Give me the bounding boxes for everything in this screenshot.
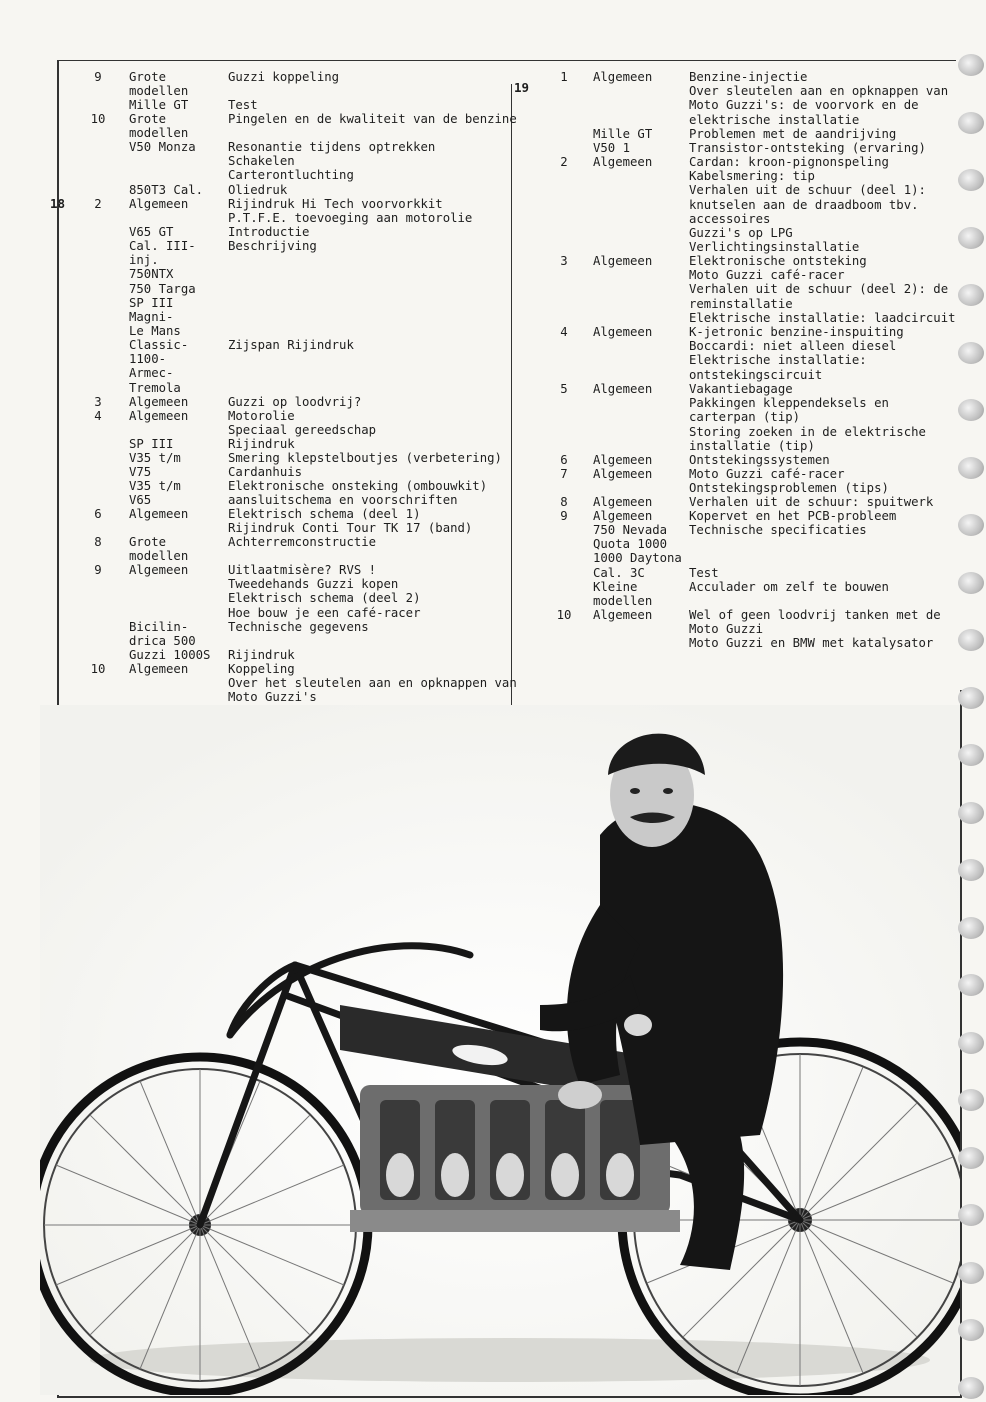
topic-list	[689, 566, 961, 580]
index-entry	[516, 155, 959, 254]
topic-title: Koppeling	[228, 662, 295, 676]
index-entry	[516, 566, 959, 580]
model-name: 750 Nevada Quota 1000 1000 Daytona	[593, 523, 682, 566]
issue-number: 3	[560, 254, 568, 268]
index-entry	[56, 451, 506, 479]
binder-ring	[958, 629, 984, 651]
binder-ring	[958, 1262, 984, 1284]
topic-title: Elektronische ontsteking	[689, 254, 867, 268]
binder-ring	[958, 859, 984, 881]
index-entry	[56, 409, 506, 437]
topic-list	[228, 563, 518, 620]
binder-ring	[958, 974, 984, 996]
issue-number: 6	[560, 453, 568, 467]
index-entry	[56, 239, 506, 338]
index-entry	[516, 453, 959, 467]
model-name: V50 1	[593, 141, 631, 155]
index-entry	[516, 509, 959, 523]
model-name: Algemeen	[129, 563, 189, 577]
topic-title: Pingelen en de kwaliteit van de benzine	[228, 112, 517, 126]
binder-ring	[958, 1032, 984, 1054]
topic-title: Zijspan Rijindruk	[228, 338, 354, 352]
issue-number: 9	[94, 563, 102, 577]
topic-title: Schakelen	[228, 154, 295, 169]
index-entry	[56, 197, 506, 225]
motorcycle-photo	[40, 705, 960, 1395]
index-entry	[516, 382, 959, 453]
topic-list	[228, 98, 518, 112]
issue-number: 4	[560, 325, 568, 339]
topic-title: Rijindruk Hi Tech voorvorkkit	[228, 197, 443, 211]
index-entry	[516, 254, 959, 325]
topic-title: Guzzi koppeling	[228, 70, 340, 84]
topic-list	[228, 535, 518, 549]
topic-list	[228, 648, 518, 662]
binder-ring	[958, 1204, 984, 1226]
index-entry	[56, 98, 506, 112]
model-name: Grote modellen	[129, 70, 189, 99]
index-entry	[516, 608, 959, 651]
binder-ring	[958, 1147, 984, 1169]
topic-list	[228, 479, 518, 493]
topic-list	[689, 70, 961, 127]
model-name: Cal. III- inj. 750NTX 750 Targa SP III Magni- Le Mans	[129, 239, 196, 339]
topic-list	[228, 183, 518, 197]
issue-number: 2	[560, 155, 568, 169]
volume-group	[516, 70, 959, 651]
topic-title: Elektrisch schema (deel 1)	[228, 507, 421, 521]
index-entry	[56, 620, 506, 648]
topic-title: Moto Guzzi café-racer	[689, 467, 845, 481]
index-entry	[56, 225, 506, 239]
frame-bottom-rule	[57, 1396, 962, 1398]
topic-title: Benzine-injectie	[689, 70, 808, 84]
binder-ring	[958, 457, 984, 479]
model-name: Algemeen	[129, 395, 189, 409]
issue-number: 10	[556, 608, 572, 622]
binder-ring	[958, 284, 984, 306]
model-name: Classic- 1100- Armec- Tremola	[129, 338, 189, 395]
topic-list	[689, 523, 961, 537]
index-entry	[56, 648, 506, 662]
topic-title: Motorolie	[228, 409, 295, 423]
topic-title: Ontstekingsproblemen (tips)	[689, 481, 889, 496]
index-entry	[56, 535, 506, 563]
index-entry	[56, 493, 506, 507]
index-entry	[516, 495, 959, 509]
issue-number: 6	[94, 507, 102, 521]
topic-title: Technische specificaties	[689, 523, 867, 537]
frame-top-rule	[58, 60, 956, 61]
binder-ring	[958, 1377, 984, 1399]
topic-list	[228, 225, 518, 239]
model-name: Algemeen	[593, 608, 653, 622]
topic-title: Elektrisch schema (deel 2)	[228, 591, 421, 606]
topic-title: Elektronische onsteking (ombouwkit)	[228, 479, 488, 493]
topic-title: Kabelsmering: tip	[689, 169, 815, 184]
index-entry	[516, 523, 959, 566]
topic-title: Achterremconstructie	[228, 535, 377, 549]
binder-ring	[958, 54, 984, 76]
topic-title: Rijindruk	[228, 437, 295, 451]
model-name: Algemeen	[593, 453, 653, 467]
topic-list	[689, 580, 961, 594]
model-name: V50 Monza	[129, 140, 196, 154]
index-entry	[56, 112, 517, 141]
topic-title: P.T.F.E. toevoeging aan motorolie	[228, 211, 473, 226]
issue-number: 7	[560, 467, 568, 481]
topic-list	[228, 451, 518, 479]
index-entry	[56, 507, 506, 535]
topic-title: Storing zoeken in de elektrische installatie (tip)	[689, 424, 926, 453]
topic-list	[228, 70, 518, 84]
index-entry	[516, 467, 959, 495]
topic-list	[689, 325, 961, 382]
binder-ring	[958, 112, 984, 134]
topic-title: Test	[689, 566, 719, 580]
model-name: SP III	[129, 437, 174, 451]
binder-ring	[958, 169, 984, 191]
topic-list	[228, 239, 518, 253]
v8-engine	[350, 1085, 680, 1232]
binder-rings	[956, 40, 986, 1400]
topic-title: Verhalen uit de schuur (deel 1): knutselen aan de draadboom tbv. accessoires	[689, 183, 926, 226]
topic-list	[228, 409, 518, 437]
topic-title: Elektrische installatie: ontstekingscircuit	[689, 353, 867, 382]
topic-title: Smering klepstelboutjes (verbetering)	[228, 451, 502, 465]
index-entry	[56, 183, 506, 197]
topic-title: K-jetronic benzine-inspuiting	[689, 325, 904, 339]
model-name: Algemeen	[593, 254, 653, 268]
topic-title: Speciaal gereedschap	[228, 423, 377, 438]
index-entry	[56, 395, 506, 409]
topic-title: Cardanhuis	[228, 465, 303, 480]
topic-title: Elektrische installatie: laadcircuit	[689, 310, 956, 325]
topic-list	[689, 608, 961, 651]
index-entry	[56, 563, 506, 620]
topic-title: Rijindruk Conti Tour TK 17 (band)	[228, 521, 473, 536]
model-name: Algemeen	[129, 662, 189, 676]
topic-title: Hoe bouw je een café-racer	[228, 605, 421, 620]
model-name: Algemeen	[593, 382, 653, 396]
model-name: V65 GT	[129, 225, 174, 239]
binder-ring	[958, 572, 984, 594]
topic-list	[689, 155, 961, 254]
topic-title: Tweedehands Guzzi kopen	[228, 577, 399, 592]
topic-title: Carterontluchting	[228, 168, 354, 183]
issue-number: 5	[560, 382, 568, 396]
topic-title: Oliedruk	[228, 183, 288, 197]
topic-list	[689, 453, 961, 467]
model-name: Grote modellen	[129, 535, 189, 564]
model-name: Algemeen	[593, 509, 653, 523]
binder-ring	[958, 342, 984, 364]
index-entry	[56, 437, 506, 451]
index-right-column	[516, 70, 959, 651]
binder-ring	[958, 687, 984, 709]
model-name: Algemeen	[593, 325, 653, 339]
model-name: Algemeen	[129, 197, 189, 211]
issue-number: 9	[94, 70, 102, 84]
topic-title: Over sleutelen aan en opknappen van Moto Guzzi's: de voorvork en de elektrische installatie	[689, 84, 949, 127]
issue-number: 2	[94, 197, 102, 211]
index-entry	[56, 338, 506, 395]
model-name: Cal. 3C	[593, 566, 645, 580]
model-name: Algemeen	[593, 155, 653, 169]
topic-title: Test	[228, 98, 258, 112]
topic-title: Guzzi's op LPG	[689, 226, 793, 241]
binder-ring	[958, 227, 984, 249]
model-name: V35 t/m	[129, 479, 181, 493]
topic-title: Guzzi op loodvrij?	[228, 395, 362, 409]
topic-title: Verhalen uit de schuur: spuitwerk	[689, 495, 934, 509]
binder-ring	[958, 399, 984, 421]
topic-title: Moto Guzzi café-racer	[689, 268, 845, 283]
binder-ring	[958, 514, 984, 536]
topic-list	[689, 382, 961, 453]
topic-title: Pakkingen kleppendeksels en carterpan (tip)	[689, 396, 889, 425]
volume-group	[56, 70, 517, 197]
volume-number: 18	[50, 196, 66, 211]
binder-ring	[958, 1089, 984, 1111]
topic-list	[228, 338, 518, 352]
topic-title: Moto Guzzi en BMW met katalysator	[689, 636, 934, 651]
topic-title: Technische gegevens	[228, 620, 369, 634]
model-name: Grote modellen	[129, 112, 189, 141]
issue-number: 8	[560, 495, 568, 509]
topic-list	[689, 141, 961, 155]
topic-list	[228, 140, 518, 183]
model-name: Algemeen	[593, 495, 653, 509]
model-name: Algemeen	[593, 70, 653, 84]
topic-list	[689, 495, 961, 509]
model-name: Mille GT	[129, 98, 189, 112]
topic-list	[228, 197, 518, 225]
topic-title: Verlichtingsinstallatie	[689, 240, 860, 255]
model-name: Algemeen	[129, 409, 189, 423]
topic-list	[228, 395, 518, 409]
topic-title: Cardan: kroon-pignonspeling	[689, 155, 889, 169]
model-name: 850T3 Cal.	[129, 183, 204, 197]
topic-list	[689, 509, 961, 523]
topic-title: Uitlaatmisère? RVS !	[228, 563, 377, 577]
topic-title: Wel of geen loodvrij tanken met de Moto Guzzi	[689, 608, 941, 637]
binder-ring	[958, 802, 984, 824]
topic-list	[689, 127, 961, 141]
model-name: V65	[129, 493, 152, 507]
model-name: V35 t/m V75	[129, 451, 181, 480]
model-name: Algemeen	[129, 507, 189, 521]
index-entry	[56, 70, 506, 98]
model-name: Algemeen	[593, 467, 653, 481]
topic-title: Kopervet en het PCB-probleem	[689, 509, 897, 523]
binder-ring	[958, 1319, 984, 1341]
index-entry	[516, 70, 959, 127]
topic-list	[689, 467, 961, 495]
model-name: Kleine modellen	[593, 580, 653, 609]
model-name: Guzzi 1000S	[129, 648, 211, 662]
topic-title: Beschrijving	[228, 239, 317, 253]
issue-number: 4	[94, 409, 102, 423]
topic-title: Transistor-ontsteking (ervaring)	[689, 141, 926, 155]
issue-number: 10	[90, 662, 106, 676]
volume-number: 19	[514, 80, 530, 95]
binder-ring	[958, 744, 984, 766]
topic-list	[228, 507, 518, 535]
index-entry	[56, 140, 506, 183]
model-name: Bicilin- drica 500	[129, 620, 196, 649]
issue-number: 1	[560, 70, 568, 84]
index-entry	[56, 479, 506, 493]
topic-title: Acculader om zelf te bouwen	[689, 580, 889, 594]
topic-title: Vakantiebagage	[689, 382, 793, 396]
topic-title: Over het sleutelen aan en opknappen van Moto Guzzi's	[228, 676, 517, 705]
binder-ring	[958, 917, 984, 939]
index-entry	[516, 141, 959, 155]
topic-list	[689, 254, 961, 325]
topic-title: Problemen met de aandrijving	[689, 127, 897, 141]
model-name: Mille GT	[593, 127, 653, 141]
topic-title: Rijindruk	[228, 648, 295, 662]
issue-number: 8	[94, 535, 102, 549]
topic-title: Introductie	[228, 225, 310, 239]
topic-list	[228, 112, 518, 126]
topic-list	[228, 493, 518, 507]
topic-title: Resonantie tijdens optrekken	[228, 140, 436, 154]
topic-list	[228, 437, 518, 451]
index-entry	[516, 325, 959, 382]
issue-number: 9	[560, 509, 568, 523]
index-entry	[516, 127, 959, 141]
issue-number: 3	[94, 395, 102, 409]
topic-title: Ontstekingssystemen	[689, 453, 830, 467]
topic-list	[228, 620, 518, 634]
topic-title: Verhalen uit de schuur (deel 2): de reminstallatie	[689, 282, 949, 311]
issue-number: 10	[90, 112, 106, 126]
index-entry	[516, 580, 959, 608]
topic-title: Boccardi: niet alleen diesel	[689, 339, 897, 354]
topic-title: aansluitschema en voorschriften	[228, 493, 458, 507]
